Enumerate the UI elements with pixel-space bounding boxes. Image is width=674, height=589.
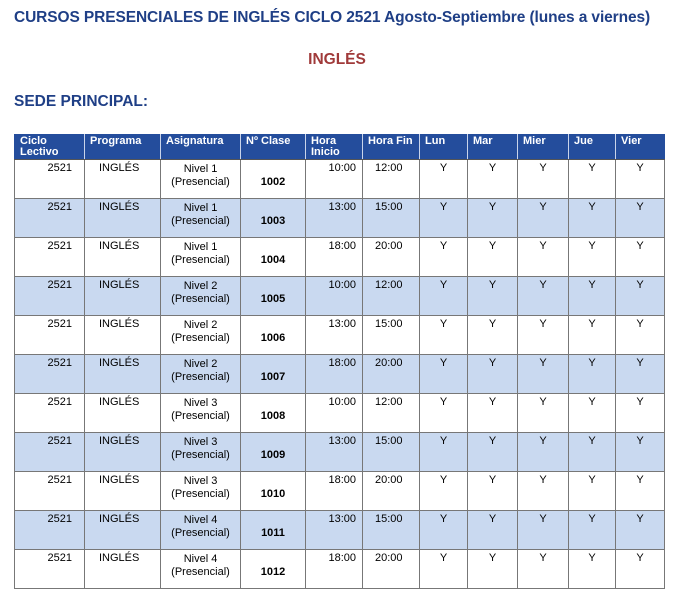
col-header-mar: Mar — [468, 134, 518, 160]
cell-asignatura — [161, 472, 241, 511]
cell-asignatura — [161, 160, 241, 199]
cell-programa: INGLÉS — [85, 433, 161, 472]
table-row — [15, 394, 665, 433]
cell-vier: Y — [616, 316, 665, 355]
cell-mar: Y — [468, 160, 518, 199]
cell-hora-fin: 12:00 — [363, 160, 420, 199]
cell-mar: Y — [468, 277, 518, 316]
col-header-vier: Vier — [616, 134, 665, 160]
cell-programa: INGLÉS — [85, 394, 161, 433]
asignatura-nivel: Nivel 1 — [183, 241, 218, 253]
cell-clase: 1008 — [241, 394, 306, 433]
cell-lun: Y — [420, 394, 468, 433]
cell-hora-fin: 15:00 — [363, 511, 420, 550]
table-row — [15, 550, 665, 589]
cell-jue: Y — [569, 394, 616, 433]
cell-jue: Y — [569, 238, 616, 277]
table-row — [15, 199, 665, 238]
cell-jue: Y — [569, 472, 616, 511]
cell-ciclo: 2521 — [15, 277, 85, 316]
cell-hora-fin: 20:00 — [363, 355, 420, 394]
cell-programa: INGLÉS — [85, 160, 161, 199]
cell-vier: Y — [616, 511, 665, 550]
col-header-clase: Nº Clase — [241, 134, 306, 160]
cell-clase: 1011 — [241, 511, 306, 550]
cell-mier: Y — [518, 199, 569, 238]
cell-programa: INGLÉS — [85, 316, 161, 355]
cell-vier: Y — [616, 199, 665, 238]
cell-mier: Y — [518, 316, 569, 355]
cell-mier: Y — [518, 550, 569, 589]
cell-hora-inicio: 13:00 — [306, 511, 363, 550]
asignatura-nivel: Nivel 2 — [183, 358, 218, 370]
col-header-hora-fin: Hora Fin — [363, 134, 420, 160]
cell-lun: Y — [420, 433, 468, 472]
cell-clase: 1012 — [241, 550, 306, 589]
cell-jue: Y — [569, 277, 616, 316]
cell-hora-fin: 20:00 — [363, 472, 420, 511]
cell-mar: Y — [468, 316, 518, 355]
asignatura-nivel: Nivel 1 — [183, 202, 218, 214]
asignatura-nivel: Nivel 3 — [183, 397, 218, 409]
cell-programa: INGLÉS — [85, 550, 161, 589]
cell-hora-inicio: 18:00 — [306, 238, 363, 277]
cell-hora-inicio: 13:00 — [306, 316, 363, 355]
table-row — [15, 277, 665, 316]
asignatura-modalidad: (Presencial) — [171, 254, 230, 266]
asignatura-nivel: Nivel 4 — [183, 514, 218, 526]
cell-hora-inicio: 18:00 — [306, 355, 363, 394]
cell-mier: Y — [518, 160, 569, 199]
table-row — [15, 511, 665, 550]
cell-vier: Y — [616, 550, 665, 589]
cell-mier: Y — [518, 511, 569, 550]
cell-jue: Y — [569, 355, 616, 394]
cell-programa: INGLÉS — [85, 238, 161, 277]
cell-vier: Y — [616, 472, 665, 511]
cell-mier: Y — [518, 277, 569, 316]
cell-mier: Y — [518, 238, 569, 277]
col-header-ciclo: Ciclo Lectivo — [15, 134, 85, 160]
cell-ciclo: 2521 — [15, 394, 85, 433]
cell-mar: Y — [468, 355, 518, 394]
col-header-asignatura: Asignatura — [161, 134, 241, 160]
cell-asignatura — [161, 394, 241, 433]
table-row — [15, 355, 665, 394]
col-header-lun: Lun — [420, 134, 468, 160]
cell-mar: Y — [468, 511, 518, 550]
table-row — [15, 160, 665, 199]
cell-mar: Y — [468, 394, 518, 433]
table-row — [15, 316, 665, 355]
cell-hora-inicio: 13:00 — [306, 433, 363, 472]
cell-vier: Y — [616, 355, 665, 394]
cell-mar: Y — [468, 238, 518, 277]
cell-hora-fin: 15:00 — [363, 199, 420, 238]
cell-hora-fin: 12:00 — [363, 277, 420, 316]
cell-ciclo: 2521 — [15, 433, 85, 472]
col-header-jue: Jue — [569, 134, 616, 160]
asignatura-modalidad: (Presencial) — [171, 488, 230, 500]
cell-hora-inicio: 13:00 — [306, 199, 363, 238]
cell-ciclo: 2521 — [15, 160, 85, 199]
asignatura-modalidad: (Presencial) — [171, 410, 230, 422]
cell-hora-fin: 15:00 — [363, 316, 420, 355]
cell-jue: Y — [569, 433, 616, 472]
cell-programa: INGLÉS — [85, 472, 161, 511]
table-row — [15, 433, 665, 472]
cell-lun: Y — [420, 277, 468, 316]
cell-lun: Y — [420, 316, 468, 355]
cell-ciclo: 2521 — [15, 472, 85, 511]
cell-lun: Y — [420, 550, 468, 589]
cell-lun: Y — [420, 511, 468, 550]
cell-clase: 1006 — [241, 316, 306, 355]
cell-vier: Y — [616, 160, 665, 199]
cell-jue: Y — [569, 160, 616, 199]
cell-ciclo: 2521 — [15, 316, 85, 355]
cell-mier: Y — [518, 472, 569, 511]
cell-lun: Y — [420, 472, 468, 511]
cell-hora-inicio: 10:00 — [306, 394, 363, 433]
cell-programa: INGLÉS — [85, 277, 161, 316]
cell-programa: INGLÉS — [85, 199, 161, 238]
cell-jue: Y — [569, 316, 616, 355]
asignatura-modalidad: (Presencial) — [171, 371, 230, 383]
cell-jue: Y — [569, 511, 616, 550]
cell-asignatura — [161, 511, 241, 550]
cell-vier: Y — [616, 394, 665, 433]
cell-asignatura — [161, 199, 241, 238]
cell-programa: INGLÉS — [85, 355, 161, 394]
cell-asignatura — [161, 433, 241, 472]
asignatura-nivel: Nivel 4 — [183, 553, 218, 565]
cell-lun: Y — [420, 160, 468, 199]
cell-clase: 1002 — [241, 160, 306, 199]
cell-clase: 1010 — [241, 472, 306, 511]
cell-hora-inicio: 10:00 — [306, 160, 363, 199]
cell-hora-inicio: 18:00 — [306, 472, 363, 511]
table-row — [15, 238, 665, 277]
table-row — [15, 472, 665, 511]
asignatura-modalidad: (Presencial) — [171, 293, 230, 305]
cell-mier: Y — [518, 433, 569, 472]
asignatura-nivel: Nivel 1 — [183, 163, 218, 175]
cell-hora-fin: 15:00 — [363, 433, 420, 472]
cell-asignatura — [161, 355, 241, 394]
cell-vier: Y — [616, 238, 665, 277]
cell-hora-fin: 12:00 — [363, 394, 420, 433]
asignatura-nivel: Nivel 3 — [183, 475, 218, 487]
cell-clase: 1004 — [241, 238, 306, 277]
cell-mier: Y — [518, 355, 569, 394]
asignatura-nivel: Nivel 2 — [183, 319, 218, 331]
cell-ciclo: 2521 — [15, 199, 85, 238]
cell-ciclo: 2521 — [15, 355, 85, 394]
sede-heading: SEDE PRINCIPAL: — [14, 93, 149, 110]
cell-hora-inicio: 18:00 — [306, 550, 363, 589]
subject-heading: INGLÉS — [308, 51, 366, 68]
cell-ciclo: 2521 — [15, 238, 85, 277]
cell-hora-inicio: 10:00 — [306, 277, 363, 316]
cell-lun: Y — [420, 238, 468, 277]
asignatura-nivel: Nivel 2 — [183, 280, 218, 292]
cell-mier: Y — [518, 394, 569, 433]
cell-mar: Y — [468, 550, 518, 589]
cell-asignatura — [161, 277, 241, 316]
cell-clase: 1009 — [241, 433, 306, 472]
cell-ciclo: 2521 — [15, 511, 85, 550]
schedule-body — [15, 160, 665, 589]
document-title: CURSOS PRESENCIALES DE INGLÉS CICLO 2521 Agosto-Septiembre (lunes a viernes) — [14, 9, 651, 26]
cell-jue: Y — [569, 550, 616, 589]
cell-asignatura — [161, 550, 241, 589]
cell-asignatura — [161, 238, 241, 277]
table-header-row — [15, 134, 665, 160]
col-header-mier: Mier — [518, 134, 569, 160]
asignatura-modalidad: (Presencial) — [171, 332, 230, 344]
col-header-hora-inicio: Hora Inicio — [306, 134, 363, 160]
cell-clase: 1005 — [241, 277, 306, 316]
cell-mar: Y — [468, 472, 518, 511]
asignatura-modalidad: (Presencial) — [171, 449, 230, 461]
cell-mar: Y — [468, 433, 518, 472]
asignatura-modalidad: (Presencial) — [171, 566, 230, 578]
cell-programa: INGLÉS — [85, 511, 161, 550]
cell-jue: Y — [569, 199, 616, 238]
asignatura-modalidad: (Presencial) — [171, 176, 230, 188]
asignatura-modalidad: (Presencial) — [171, 527, 230, 539]
cell-clase: 1007 — [241, 355, 306, 394]
cell-ciclo: 2521 — [15, 550, 85, 589]
schedule-table — [14, 134, 665, 589]
asignatura-modalidad: (Presencial) — [171, 215, 230, 227]
cell-lun: Y — [420, 199, 468, 238]
cell-clase: 1003 — [241, 199, 306, 238]
cell-vier: Y — [616, 277, 665, 316]
cell-mar: Y — [468, 199, 518, 238]
col-header-programa: Programa — [85, 134, 161, 160]
cell-asignatura — [161, 316, 241, 355]
cell-hora-fin: 20:00 — [363, 550, 420, 589]
cell-hora-fin: 20:00 — [363, 238, 420, 277]
asignatura-nivel: Nivel 3 — [183, 436, 218, 448]
cell-lun: Y — [420, 355, 468, 394]
cell-vier: Y — [616, 433, 665, 472]
